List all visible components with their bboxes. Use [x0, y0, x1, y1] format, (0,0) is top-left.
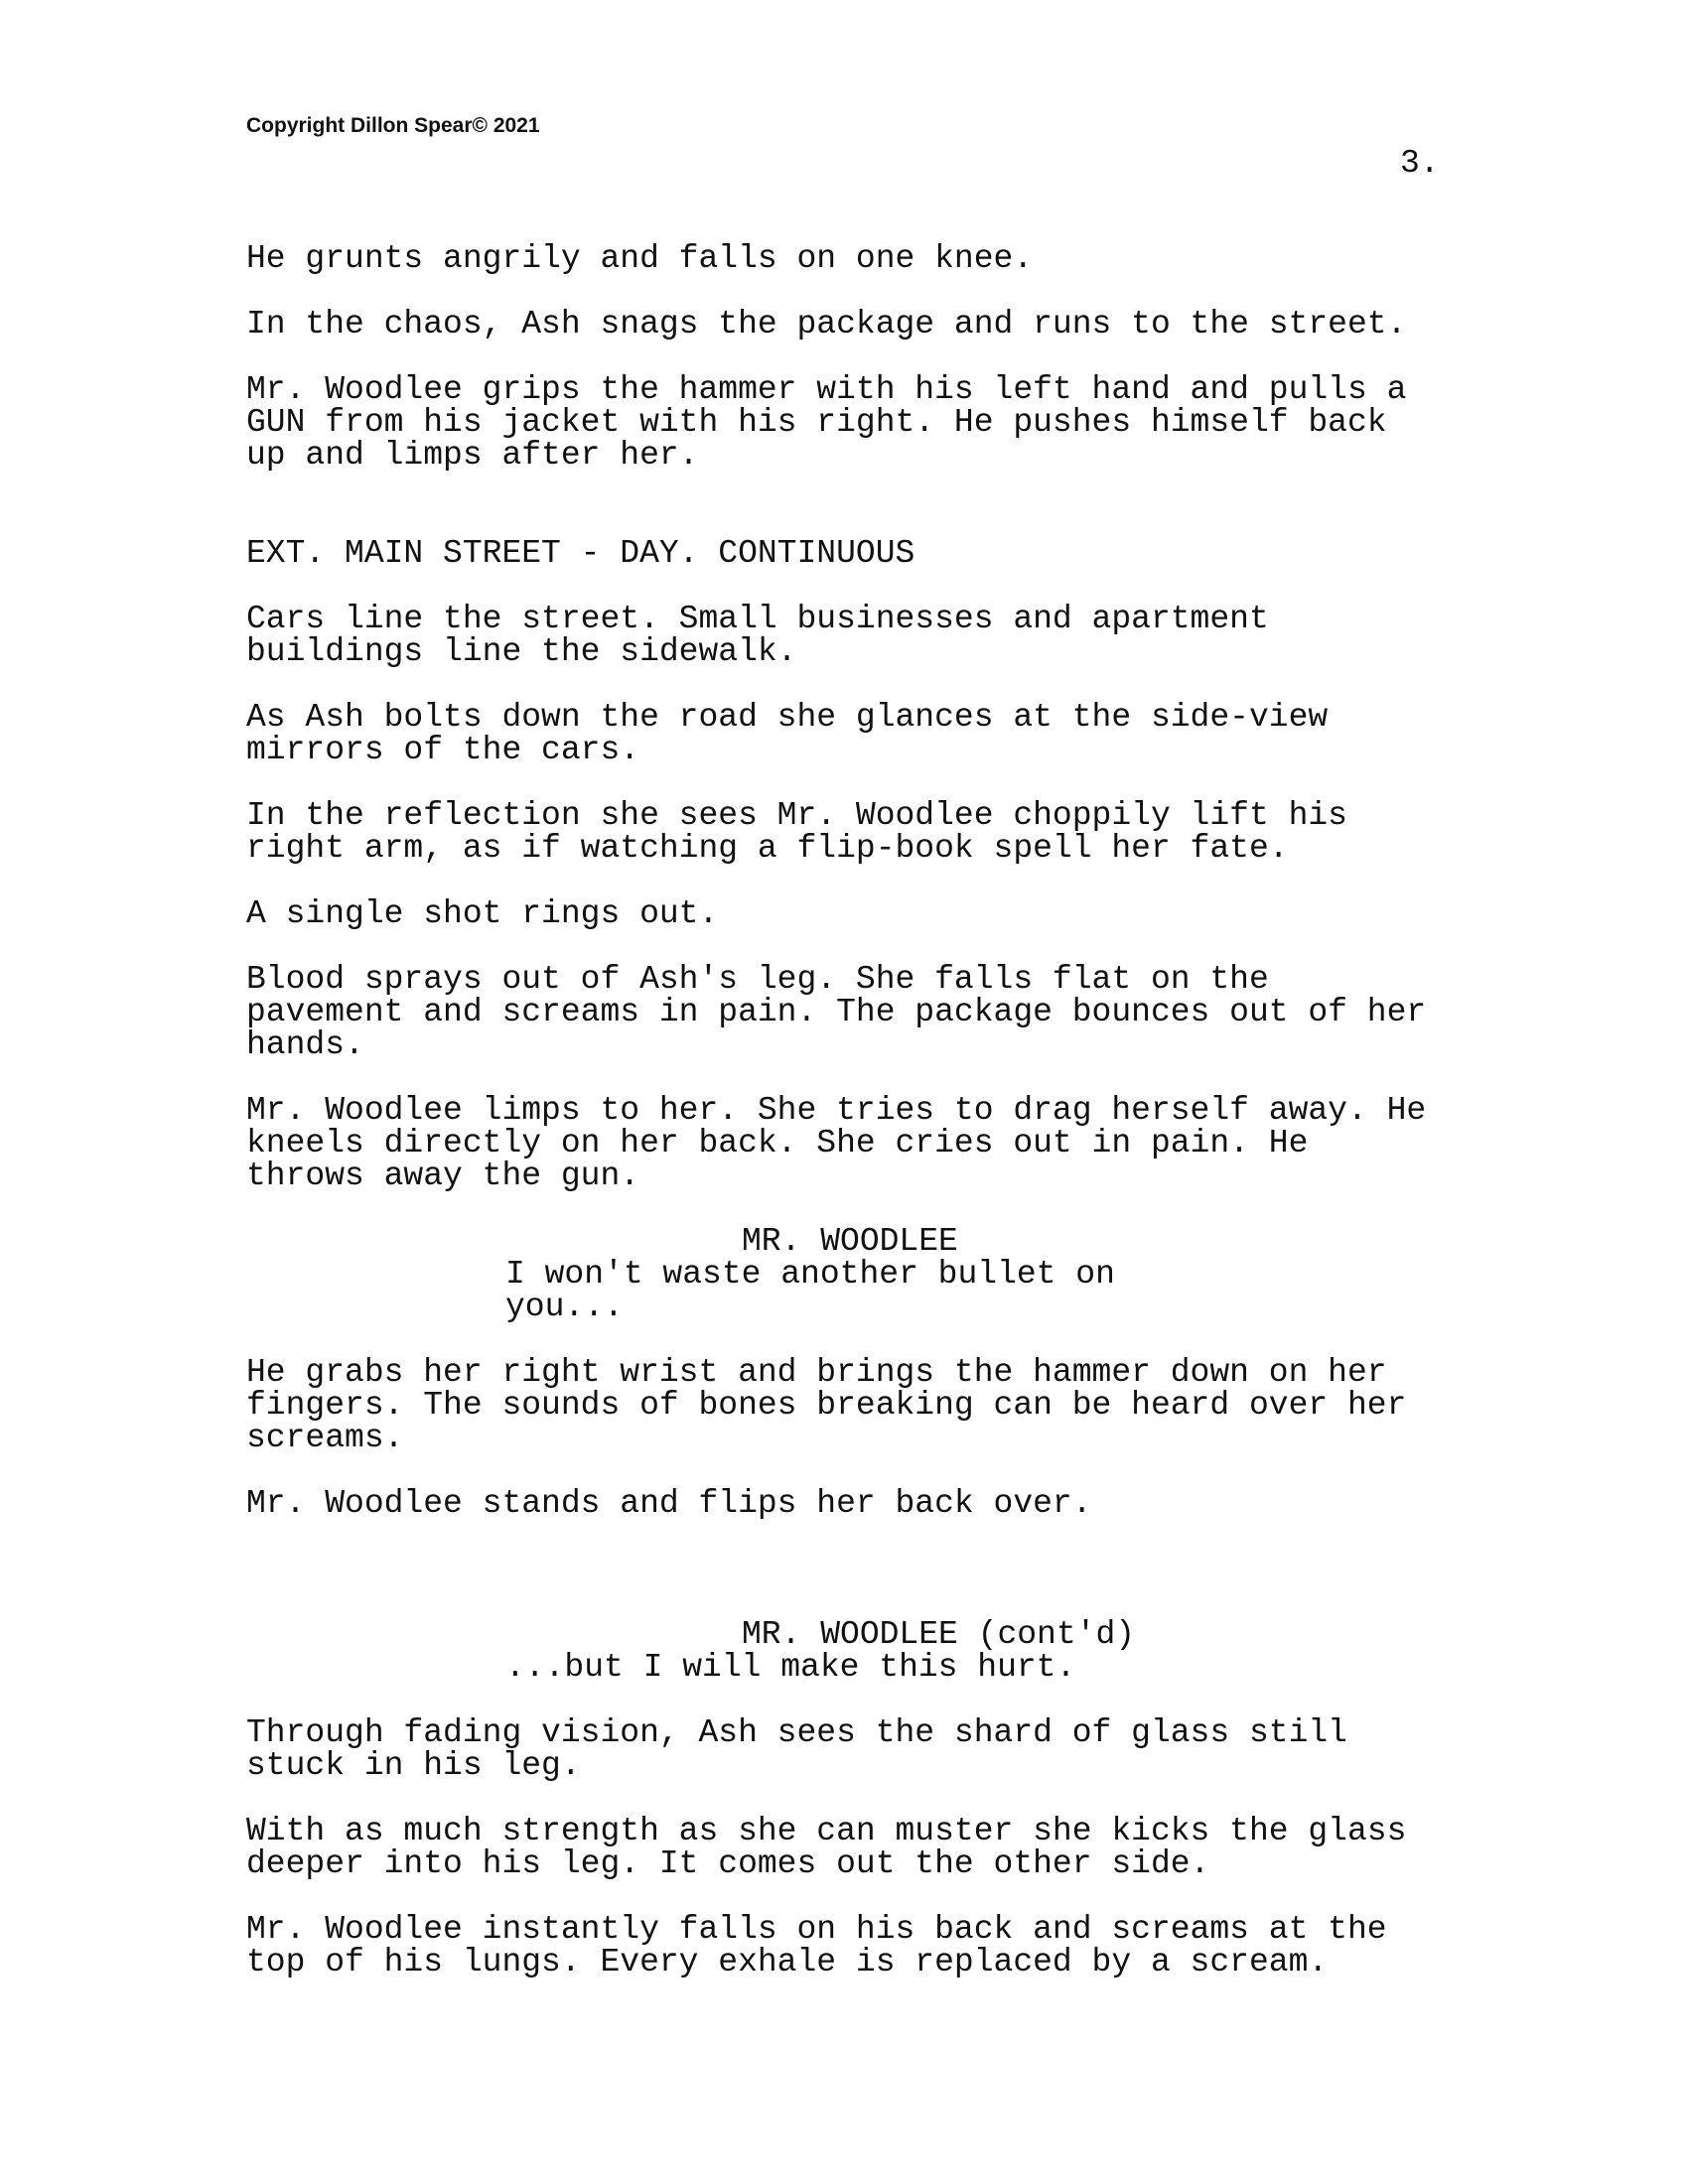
dialogue-line: ...but I will make this hurt. [505, 1649, 1076, 1686]
action-line: In the chaos, Ash snags the package and runs to the street. [246, 306, 1407, 342]
action-line: Mr. Woodlee stands and flips her back over. [246, 1485, 1092, 1522]
action-line: As Ash bolts down the road she glances at the side-view mirrors of the cars. [246, 699, 1329, 768]
dialogue-line: I won't waste another bullet on you... [505, 1256, 1115, 1325]
action-line: He grunts angrily and falls on one knee. [246, 240, 1034, 277]
action-line: He grabs her right wrist and brings the hammer down on her fingers. The sounds of bones breaking can be heard over her screams. [246, 1354, 1407, 1456]
script-body [246, 242, 1458, 1979]
action-line: Mr. Woodlee instantly falls on his back and screams at the top of his lungs. Every exhale is replaced by a scream. [246, 1911, 1387, 1980]
action-line: A single shot rings out. [246, 895, 719, 932]
character-name: MR. WOODLEE [742, 1223, 958, 1260]
copyright-notice: Copyright Dillon Spear© 2021 [246, 114, 540, 137]
action-line: Blood sprays out of Ash's leg. She falls flat on the pavement and screams in pain. The package bounces out of her hands. [246, 961, 1427, 1063]
action-line: Mr. Woodlee grips the hammer with his left hand and pulls a GUN from his jacket with his right. He pushes himself back up and limps after her. [246, 371, 1407, 474]
action-line: Mr. Woodlee limps to her. She tries to drag herself away. He kneels directly on her back. She cries out in pain. He throws away the gun. [246, 1092, 1427, 1194]
action-line: In the reflection she sees Mr. Woodlee choppily lift his right arm, as if watching a flip-book spell her fate. [246, 797, 1347, 867]
scene-heading: EXT. MAIN STREET - DAY. CONTINUOUS [246, 535, 915, 572]
page-number: 3. [1400, 145, 1440, 182]
action-line: Cars line the street. Small businesses and apartment buildings line the sidewalk. [246, 601, 1269, 670]
action-line: With as much strength as she can muster she kicks the glass deeper into his leg. It comes out the other side. [246, 1813, 1407, 1882]
action-line: Through fading vision, Ash sees the shard of glass still stuck in his leg. [246, 1714, 1347, 1784]
character-name: MR. WOODLEE (cont'd) [742, 1616, 1136, 1653]
